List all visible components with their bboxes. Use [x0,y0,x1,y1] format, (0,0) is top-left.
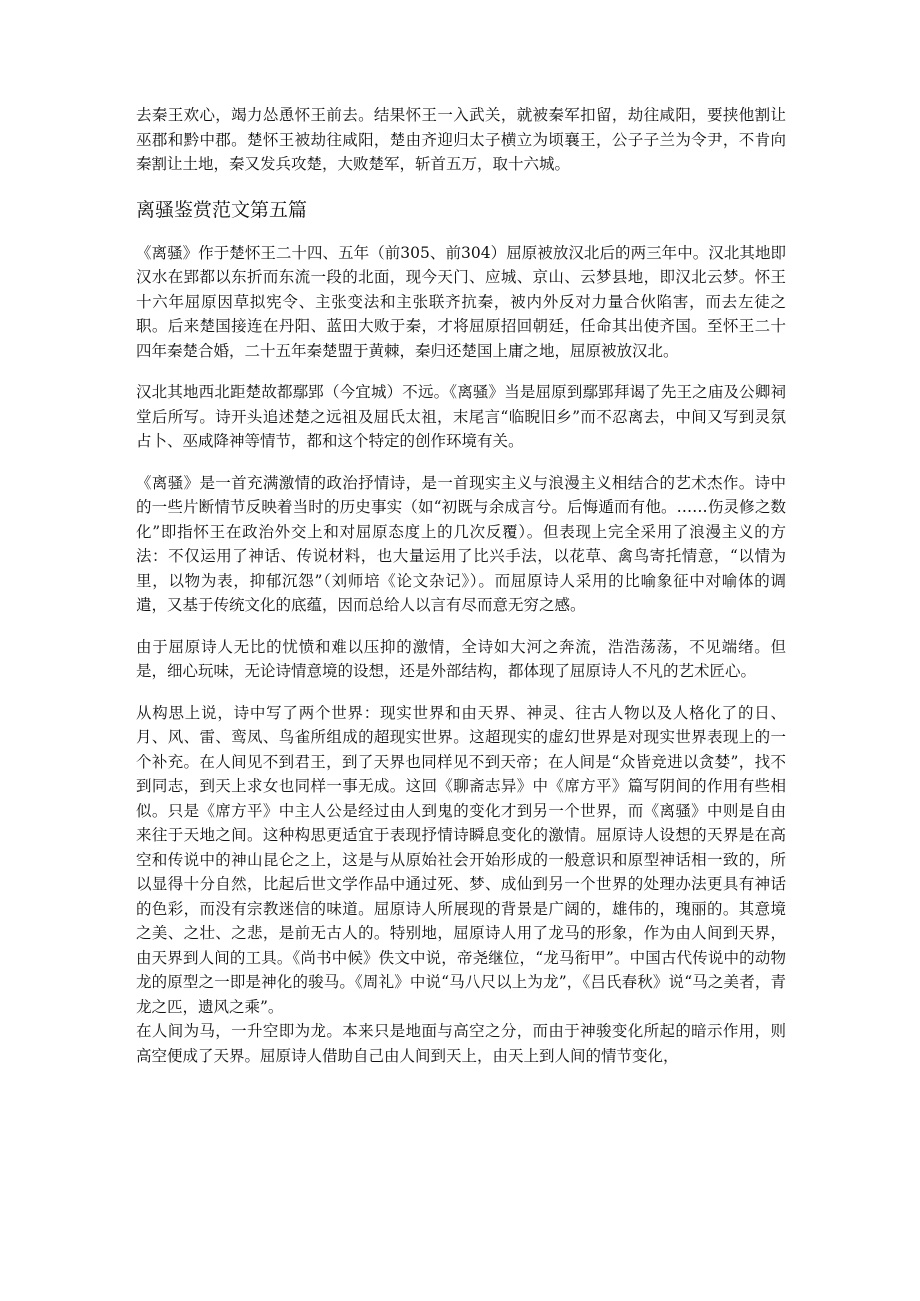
paragraph-1: 《离骚》作于楚怀王二十四、五年（前305、前304）屈原被放汉北后的两三年中。汉北其地即汉水在郢都以东折而东流一段的北面，现今天门、应城、京山、云梦县地，即汉北云梦。怀王十六年屈原因草拟宪令、主张变法和主张联齐抗秦，被内外反对力量合伙陷害，而去左徒之职。后来楚国接连在丹阳、蓝田大败于秦，才将屈原招回朝廷，任命其出使齐国。至怀王二十四年秦楚合婚，二十五年秦楚盟于黄棘，秦归还楚国上庸之地，屈原被放汉北。 [136,243,786,360]
paragraph-4: 由于屈原诗人无比的忧愤和难以压抑的激情，全诗如大河之奔流，浩浩荡荡，不见端绪。但是，细心玩味，无论诗情意境的设想，还是外部结构，都体现了屈原诗人不凡的艺术匠心。 [136,637,786,680]
paragraph-2: 汉北其地西北距楚故都鄢郢（今宜城）不远。《离骚》当是屈原到鄢郢拜谒了先王之庙及公卿祠堂后所写。诗开头追述楚之远祖及屈氏太祖，末尾言“临睨旧乡”而不忍离去，中间又写到灵氛占卜、巫咸降神等情节，都和这个特定的创作环境有关。 [136,383,786,450]
section-title: 离骚鉴赏范文第五篇 [136,198,308,221]
intro-paragraph: 去秦王欢心，竭力怂恿怀王前去。结果怀王一入武关，就被秦军扣留，劫往咸阳，要挟他割让巫郡和黔中郡。楚怀王被劫往咸阳，楚由齐迎归太子横立为顷襄王，公子子兰为令尹，不肯向秦割让土地，秦又发兵攻楚，大败楚军，斩首五万，取十六城。 [136,106,786,173]
paragraph-5: 从构思上说，诗中写了两个世界：现实世界和由天界、神灵、往古人物以及人格化了的日、月、风、雷、鸾凤、鸟雀所组成的超现实世界。这超现实的虚幻世界是对现实世界表现上的一个补充。在人间见不到君王，到了天界也同样见不到天帝；在人间是“众皆竞进以贪婪”，找不到同志，到天上求女也同样一事无成。这回《聊斋志异》中《席方平》篇写阴间的作用有些相似。只是《席方平》中主人公是经过由人到鬼的变化才到另一个世界，而《离骚》中则是自由来往于天地之间。这种构思更适宜于表现抒情诗瞬息变化的激情。屈原诗人设想的天界是在高空和传说中的神山昆仑之上，这是与从原始社会开始形成的一般意识和原型神话相一致的，所以显得十分自然，比起后世文学作品中通过死、梦、成仙到另一个世界的处理办法更具有神话的色彩，而没有宗教迷信的味道。屈原诗人所展现的背景是广阔的，雄伟的，瑰丽的。其意境之美、之壮、之悲，是前无古人的。特别地，屈原诗人用了龙马的形象，作为由人间到天界，由天界到人间的工具。《尚书中候》佚文中说，帝尧继位，“龙马衔甲”。中国古代传说中的动物龙的原型之一即是神化的骏马。《周礼》中说“马八尺以上为龙”，《吕氏春秋》说“马之美者，青龙之匹，遗风之乘”。 [136,703,786,1016]
paragraph-3: 《离骚》是一首充满激情的政治抒情诗，是一首现实主义与浪漫主义相结合的艺术杰作。诗中的一些片断情节反映着当时的历史事实（如“初既与余成言兮。后悔遁而有他。……伤灵修之数化”即指怀王在政治外交上和对屈原态度上的几次反覆）。但表现上完全采用了浪漫主义的方法：不仅运用了神话、传说材料，也大量运用了比兴手法，以花草、禽鸟寄托情意，“以情为里，以物为表，抑郁沉怨”（刘师培《论文杂记》）。而屈原诗人采用的比喻象征中对喻体的调遣，又基于传统文化的底蕴，因而总给人以言有尽而意无穷之感。 [136,473,786,614]
paragraph-6: 在人间为马，一升空即为龙。本来只是地面与高空之分，而由于神骏变化所起的暗示作用，则高空便成了天界。屈原诗人借助自己由人间到天上，由天上到人间的情节变化， [136,1022,786,1065]
document-page [136,103,786,1068]
